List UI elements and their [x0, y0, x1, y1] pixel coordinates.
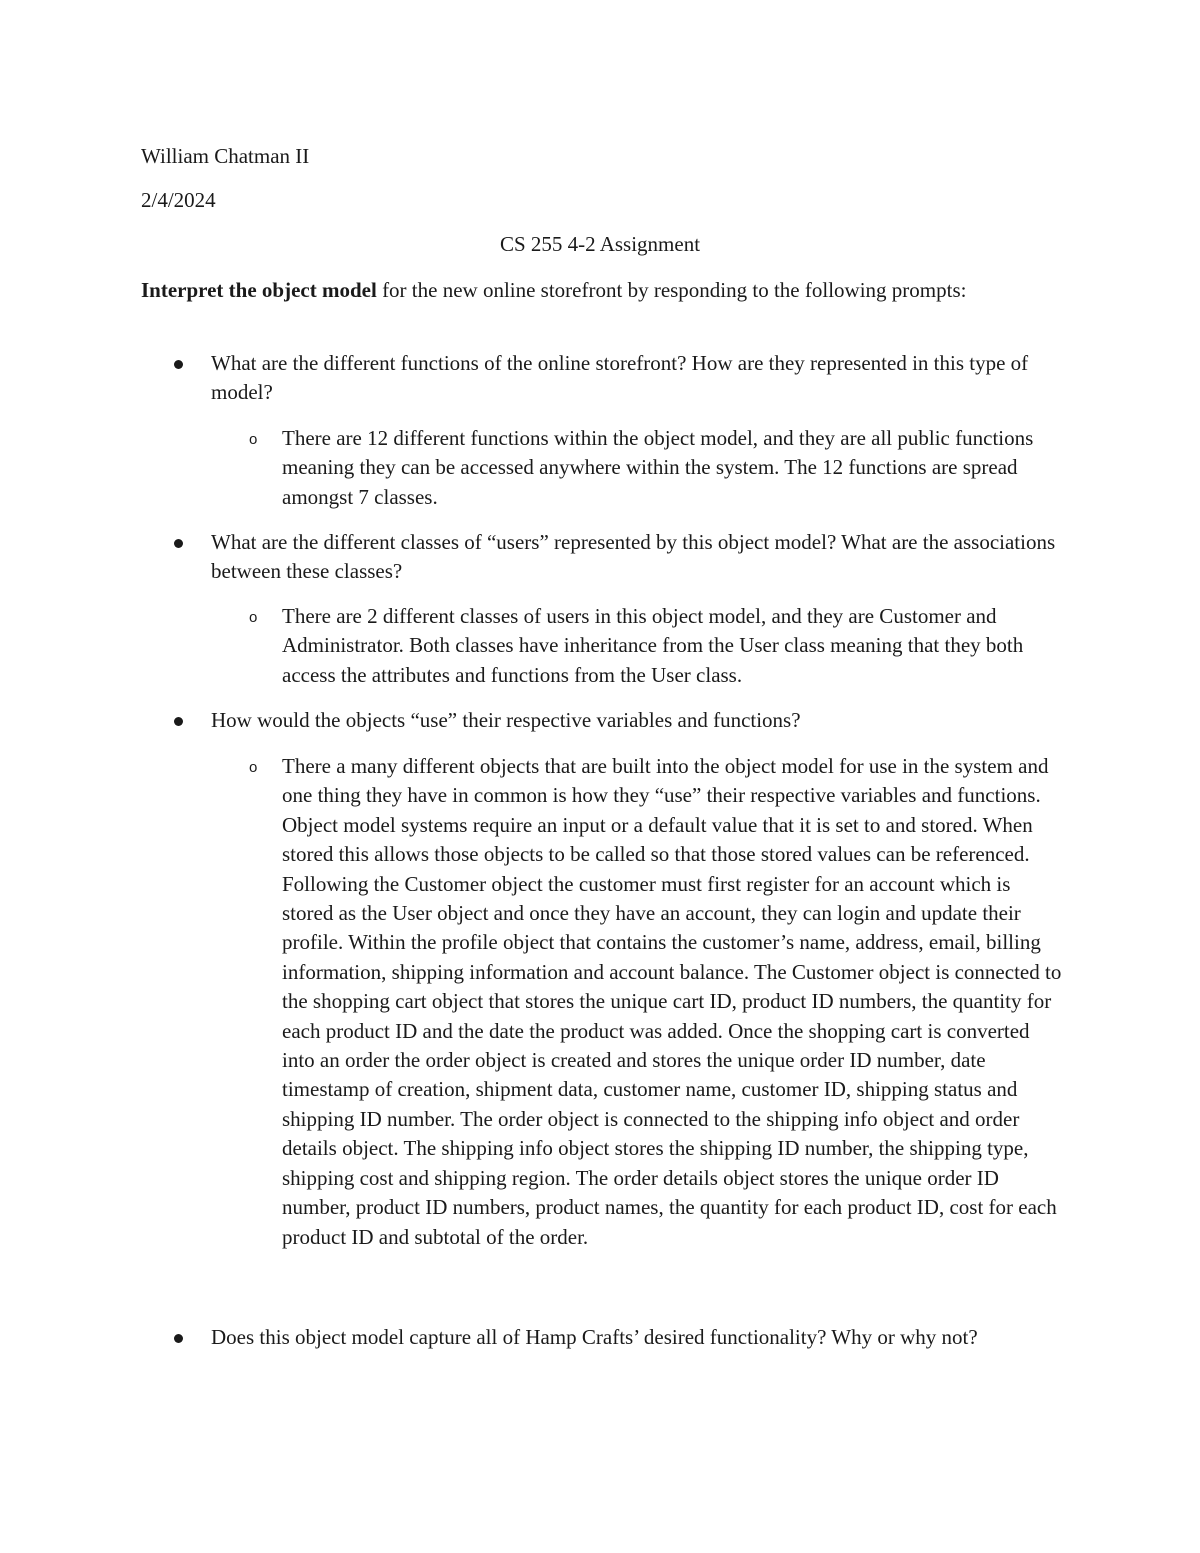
question-text: Does this object model capture all of Hamp Crafts’ desired functionality? Why or why not?	[211, 1325, 978, 1349]
question-item	[211, 349, 1081, 408]
question-text: What are the different functions of the online storefront? How are they represented in this type of model?	[211, 351, 1029, 405]
answer-text: There are 12 different functions within the object model, and they are all public functions meaning they can be accessed anywhere within the system. The 12 functions are spread amongst 7 classes.	[282, 426, 1034, 509]
answer-item	[249, 752, 1062, 1252]
bullet-icon	[174, 360, 183, 369]
document-date: 2/4/2024	[141, 188, 216, 212]
intro-bold-text: Interpret the object model	[141, 278, 377, 302]
question-item	[211, 1323, 1081, 1352]
author-name: William Chatman II	[141, 144, 310, 168]
question-item	[211, 706, 1081, 735]
bullet-icon	[174, 539, 183, 548]
answer-item	[249, 424, 1062, 512]
bullet-icon	[174, 1334, 183, 1343]
question-text: How would the objects “use” their respective variables and functions?	[211, 708, 801, 732]
question-text: What are the different classes of “users” represented by this object model? What are the associations between these classes?	[211, 530, 1056, 584]
answer-marker: o	[249, 609, 258, 626]
answer-marker: o	[249, 759, 258, 776]
intro-paragraph	[141, 276, 1041, 305]
answer-item	[249, 602, 1062, 690]
answer-text: There are 2 different classes of users in this object model, and they are Customer and Administrator. Both classes have inheritance from the User class meaning that they both access the attributes and functions from the User class.	[282, 604, 1024, 687]
intro-text: for the new online storefront by responding to the following prompts:	[376, 278, 967, 302]
question-item	[211, 528, 1081, 587]
answer-text: There a many different objects that are built into the object model for use in the system and one thing they have in common is how they “use” their respective variables and functions. Object model systems require an input or a default value that it is set to and stored. When stored this allows those objects to be called so that those stored values can be referenced. Following the Customer object the customer must first register for an account which is stored as the User object and once they have an account, they can login and update their profile. Within the profile object that contains the customer’s name, address, email, billing information, shipping information and account balance. The Customer object is connected to the shopping cart object that stores the unique cart ID, product ID numbers, the quantity for each product ID and the date the product was added. Once the shopping cart is converted into an order the order object is created and stores the unique order ID number, date timestamp of creation, shipment data, customer name, customer ID, shipping status and shipping ID number. The order object is connected to the shipping info object and order details object. The shipping info object stores the shipping ID number, the shipping type, shipping cost and shipping region. The order details object stores the unique order ID number, product ID numbers, product names, the quantity for each product ID, cost for each product ID and subtotal of the order.	[282, 754, 1062, 1249]
document-title: CS 255 4-2 Assignment	[499, 232, 701, 256]
bullet-icon	[174, 717, 183, 726]
answer-marker: o	[249, 431, 258, 448]
